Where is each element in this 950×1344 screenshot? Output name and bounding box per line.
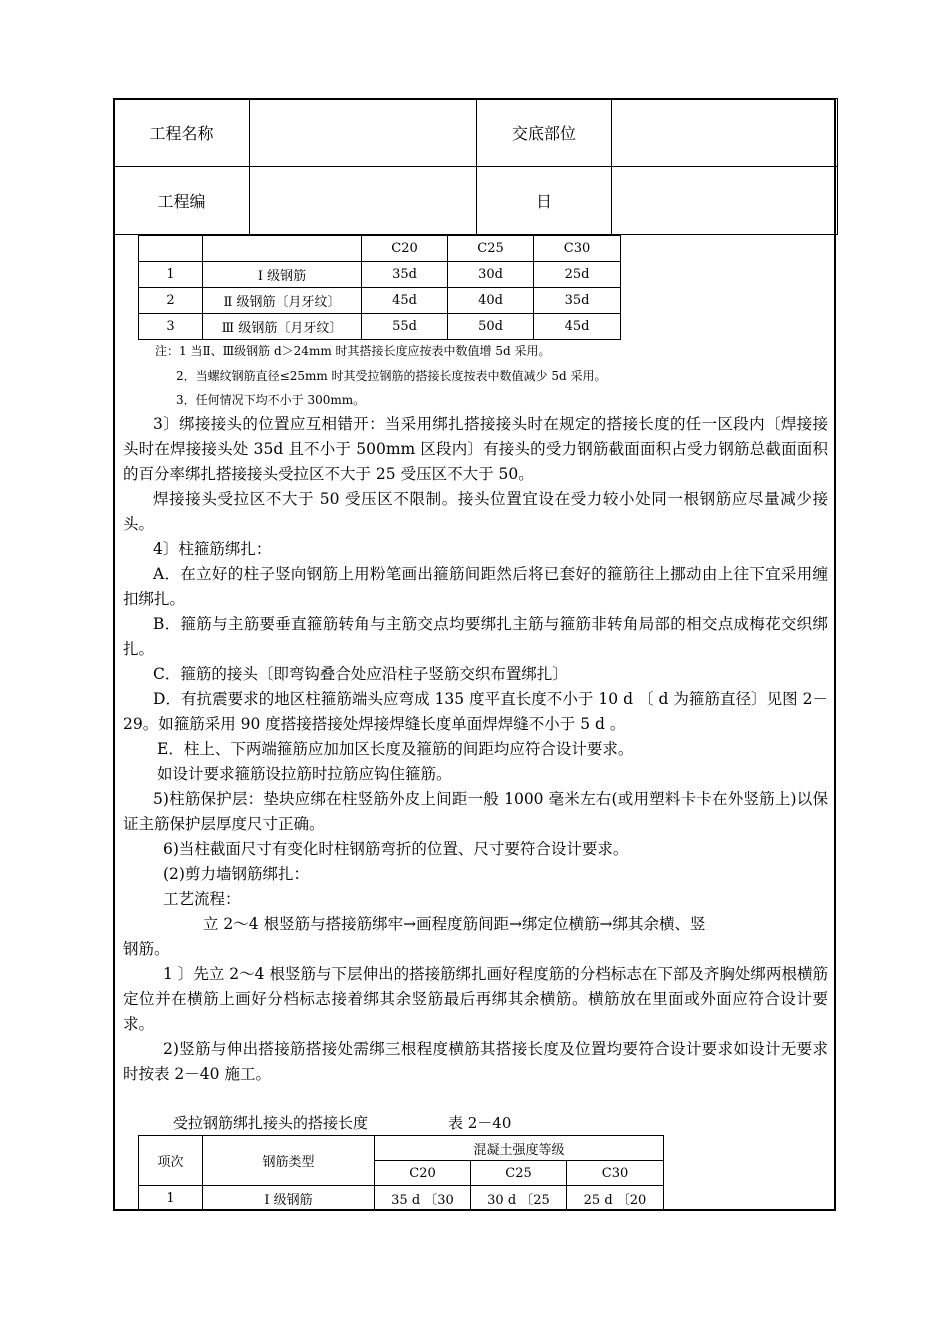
grade-header: C30 xyxy=(567,1161,664,1186)
paragraph: B．箍筋与主筋要垂直箍筋转角与主筋交点均要绑扎主筋与箍筋非转角局部的相交点成梅花交织绑扎。 xyxy=(123,615,828,658)
table-cell: 50d xyxy=(448,314,534,340)
table-cell: 55d xyxy=(362,314,448,340)
table-header-cell: C20 xyxy=(362,236,448,262)
table-row xyxy=(139,314,621,340)
table-cell: I 级钢筋 xyxy=(203,1186,375,1211)
date-label: 日 xyxy=(477,167,612,235)
table-row xyxy=(139,288,621,314)
table-cell: Ⅱ 级钢筋〔月牙纹〕 xyxy=(203,288,362,314)
lap-length-table xyxy=(138,235,621,340)
note-3: 3．任何情况下均不小于 300mm。 xyxy=(176,393,366,407)
paragraph: 2)竖筋与伸出搭接筋搭接处需绑三根程度横筋其搭接长度及位置均要符合设计要求如设计无要求时按表 2－40 施工。 xyxy=(123,1040,828,1083)
table-cell: Ⅲ 级钢筋〔月牙纹〕 xyxy=(203,314,362,340)
paragraph: E．柱上、下两端箍筋应加加区长度及箍筋的间距均应符合设计要求。 xyxy=(157,740,634,758)
project-no-value xyxy=(250,167,477,235)
grade-header: C25 xyxy=(471,1161,567,1186)
paragraph: 钢筋。 xyxy=(123,940,170,958)
table-cell: 40d xyxy=(448,288,534,314)
table-cell: I 级钢筋 xyxy=(203,262,362,288)
header-table xyxy=(113,98,838,235)
table-cell: 25d xyxy=(534,262,621,288)
table-cell: 45d xyxy=(534,314,621,340)
project-no-label: 工程编 xyxy=(114,167,250,235)
paragraph: D．有抗震要求的地区柱箍筋端头应弯成 135 度平直长度不小于 10 d 〔 d 为箍筋直径〕见图 2－29。如箍筋采用 90 度搭接搭接处焊接焊缝长度单面焊焊缝不小于 5 d 。 xyxy=(123,690,828,733)
paragraph: 立 2～4 根竖筋与搭接筋绑牢→画程度筋间距→绑定位横筋→绑其余横、竖 xyxy=(203,915,706,933)
lap-length-table-2-40 xyxy=(138,1135,664,1211)
col-type-header: 钢筋类型 xyxy=(203,1136,375,1186)
header-row-1 xyxy=(114,99,838,167)
paragraph: 4〕柱箍筋绑扎： xyxy=(153,540,272,558)
table-cell: 1 xyxy=(139,262,203,288)
paragraph: (2)剪力墙钢筋绑扎： xyxy=(163,865,309,883)
col-index-header: 项次 xyxy=(139,1136,203,1186)
paragraph: 1 〕先立 2～4 根竖筋与下层伸出的搭接筋绑扎画好程度筋的分档标志在下部及齐胸处绑两根横筋定位并在横筋上画好分档标志接着绑其余竖筋最后再绑其余横筋。横筋放在里面或外面应符合设计要求。 xyxy=(123,965,828,1033)
table-cell: 35d xyxy=(362,262,448,288)
date-value xyxy=(612,167,838,235)
table-header-row xyxy=(139,1136,664,1161)
location-value xyxy=(612,99,838,167)
table-row xyxy=(139,262,621,288)
col-group-header: 混凝土强度等级 xyxy=(375,1136,664,1161)
project-name-label: 工程名称 xyxy=(114,99,250,167)
table-cell: 30 d 〔25 xyxy=(471,1186,567,1211)
table-cell: 45d xyxy=(362,288,448,314)
paragraph: 5)柱筋保护层：垫块应绑在柱竖筋外皮上间距一般 1000 毫米左右(或用塑料卡卡在外竖筋上)以保证主筋保护层厚度尺寸正确。 xyxy=(123,790,828,833)
table-header-cell xyxy=(139,236,203,262)
note-2: 2．当螺纹钢筋直径≤25mm 时其受拉钢筋的搭接长度按表中数值减少 5d 采用。 xyxy=(176,369,607,383)
table-cell: 25 d 〔20 xyxy=(567,1186,664,1211)
note-1: 注：1 当Ⅱ、Ⅲ级钢筋 d＞24mm 时其搭接长度应按表中数值增 5d 采用。 xyxy=(155,344,551,358)
table-cell: 30d xyxy=(448,262,534,288)
grade-header: C20 xyxy=(375,1161,471,1186)
body-text xyxy=(123,412,828,1087)
header-row-2 xyxy=(114,167,838,235)
table-cell: 35d xyxy=(534,288,621,314)
table-cell: 3 xyxy=(139,314,203,340)
table-caption-number: 表 2－40 xyxy=(448,1114,512,1132)
paragraph: A．在立好的柱子竖向钢筋上用粉笔画出箍筋间距然后将已套好的箍筋往上挪动由上往下宜采用缠扣绑扎。 xyxy=(123,565,828,608)
table-header-cell: C30 xyxy=(534,236,621,262)
paragraph: 3〕绑接接头的位置应互相错开：当采用绑扎搭接接头时在规定的搭接长度的任一区段内〔焊接接头时在焊接接头处 35d 且不小于 500mm 区段内〕有接头的受力钢筋截面面积占受力钢筋总截面面积的百分率绑扎搭接接头受拉区不大于 25 受压区不大于 50。 xyxy=(123,415,828,483)
table-header-cell xyxy=(203,236,362,262)
paragraph: 工艺流程： xyxy=(163,890,241,908)
table-header-cell: C25 xyxy=(448,236,534,262)
project-name-value xyxy=(250,99,477,167)
table-cell: 2 xyxy=(139,288,203,314)
location-label: 交底部位 xyxy=(477,99,612,167)
paragraph: 焊接接头受拉区不大于 50 受压区不限制。接头位置宜设在受力较小处同一根钢筋应尽量减少接头。 xyxy=(123,490,828,533)
table-header-row xyxy=(139,236,621,262)
table-cell: 1 xyxy=(139,1186,203,1211)
table-row xyxy=(139,1186,664,1211)
paragraph: C．箍筋的接头〔即弯钩叠合处应沿柱子竖筋交织布置绑扎〕 xyxy=(153,665,568,683)
paragraph: 如设计要求箍筋设拉筋时拉筋应钩住箍筋。 xyxy=(157,765,452,783)
table-caption-title: 受拉钢筋绑扎接头的搭接长度 xyxy=(173,1114,369,1132)
table-cell: 35 d 〔30 xyxy=(375,1186,471,1211)
paragraph: 6)当柱截面尺寸有变化时柱钢筋弯折的位置、尺寸要符合设计要求。 xyxy=(163,840,629,858)
